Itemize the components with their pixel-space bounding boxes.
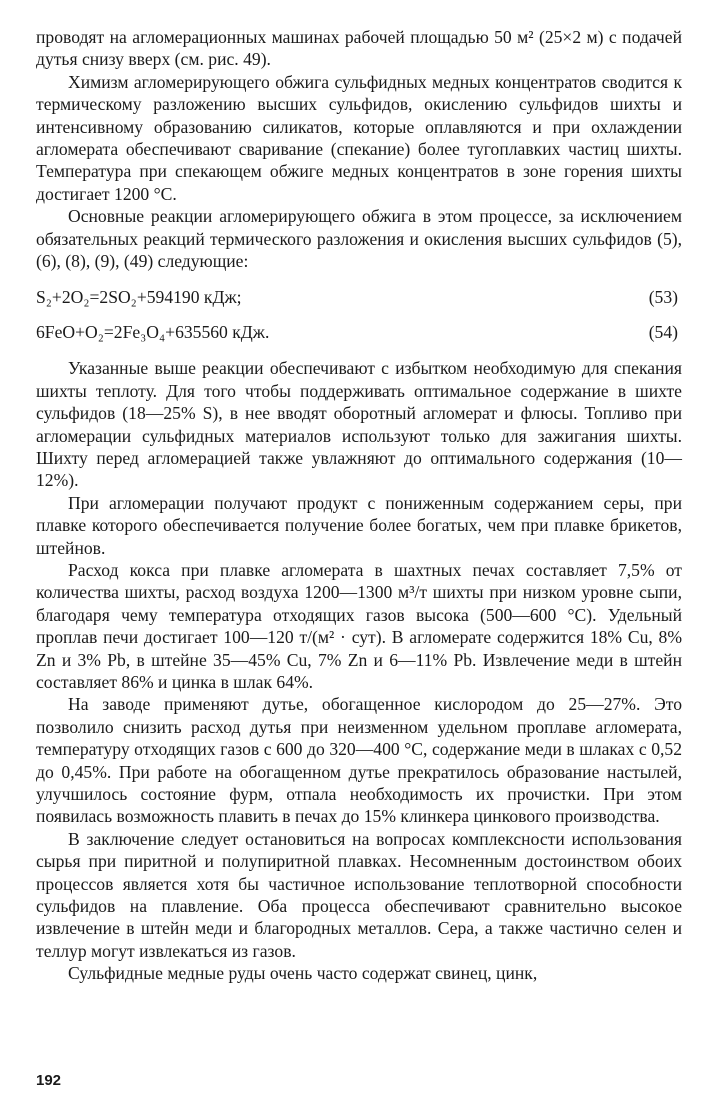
paragraph-8: В заключение следует остановиться на вопросах комплексности использования сырья при пиритной и полупиритной плавках. Несомненным достоинством обоих процессов является хотя бы частичное использование теплотворной способности сульфидов на плавление. Оба процесса обеспечивают сравнительно высокое извлечение в штейн меди и благородных металлов. Сера, а также частично селен и теллур могут извлекаться из газов. xyxy=(36,828,682,961)
formula-53 xyxy=(36,286,682,308)
paragraph-9: Сульфидные медные руды очень часто содержат свинец, цинк, xyxy=(68,963,538,984)
page-body xyxy=(36,26,682,985)
page-number: 192 xyxy=(36,1072,62,1089)
formula-54-text: 6FeO+O₂=2Fe₃O₄+635560 кДж. xyxy=(36,321,270,342)
paragraph-6: Расход кокса при плавке агломерата в шахтных печах составляет 7,5% от количества шихты, расход воздуха 1200—1300 м³/т шихты при низком уровне сыпи, благодаря чему температура отходящих газов высока (500—600 °С). Удельный проплав печи достигает 100—120 т/(м² · сут). В агломерате содержится 18% Cu, 8% Zn и 3% Pb, в штейне 35—45% Cu, 7% Zn и 6—11% Pb. Извлечение меди в штейн составляет 86% и цинка в шлак 64%. xyxy=(36,559,682,692)
paragraph-1: проводят на агломерационных машинах рабочей площадью 50 м² (25×2 м) с подачей дутья снизу вверх (см. рис. 49). xyxy=(36,27,682,70)
formula-54 xyxy=(36,321,682,343)
paragraph-3: Основные реакции агломерирующего обжига в этом процессе, за исключением обязательных реакций термического разложения и окисления высших сульфидов (5), (6), (8), (9), (49) следующие: xyxy=(36,206,682,272)
paragraph-4: Указанные выше реакции обеспечивают с избытком необходимую для спекания шихты теплоту. Для того чтобы поддерживать оптимальное содержание в шихте сульфидов (18—25% S), в нее вводят оборотный агломерат и флюсы. Топливо при агломерации сульфидных материалов используют только для зажигания шихты. Шихту перед агломерацией также увлажняют до оптимального содержания (10—12%). xyxy=(36,358,682,491)
formula-54-number: (54) xyxy=(648,321,678,342)
formula-53-number: (53) xyxy=(648,287,678,308)
paragraph-7: На заводе применяют дутье, обогащенное кислородом до 25—27%. Это позволило снизить расход дутья при неизменном удельном проплаве агломерата, температуру отходящих газов с 600 до 320—400 °С, содержание меди в шлаках с 0,52 до 0,45%. При работе на обогащенном дутье прекратилось образование настылей, улучшилось состояние фурм, отпала необходимость их прочистки. При этом появилась возможность плавить в печах до 15% клинкера цинкового производства. xyxy=(36,694,682,827)
paragraph-5: При агломерации получают продукт с пониженным содержанием серы, при плавке которого обеспечивается получение более богатых, чем при плавке брикетов, штейнов. xyxy=(36,492,682,558)
paragraph-2: Химизм агломерирующего обжига сульфидных медных концентратов сводится к термическому разложению высших сульфидов, окислению сульфидов шихты и интенсивному образованию силикатов, которые оплавляются и при охлаждении агломерата обеспечивают сваривание (спекание) более тугоплавких частиц шихты. Температура при спекающем обжиге медных концентратов в зоне горения шихты достигает 1200 °С. xyxy=(36,71,682,204)
formula-53-text: S₂+2O₂=2SO₂+594190 кДж; xyxy=(36,287,242,308)
